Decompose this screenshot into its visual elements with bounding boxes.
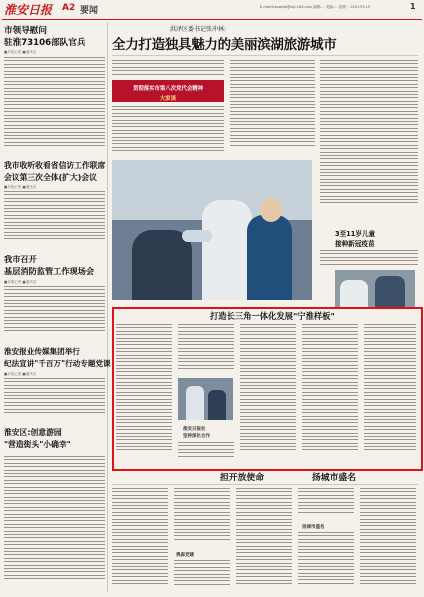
lead-intro xyxy=(112,60,224,78)
bottom-body-col2 xyxy=(174,488,230,546)
boxed-body-col3 xyxy=(240,324,296,462)
story1-body xyxy=(4,57,105,153)
bottom-headline-left[interactable]: 担开放使命 xyxy=(220,473,264,483)
story4-byline: ■本报记者 ■通讯员 xyxy=(4,372,37,376)
bottom-body-col4 xyxy=(298,488,354,520)
bottom-subhead-right: 扬城市盛名 xyxy=(302,525,325,530)
lead-headline[interactable]: 全力打造独具魅力的美丽滨湖旅游城市 xyxy=(112,37,337,53)
boxed-photo xyxy=(178,378,233,420)
story3-body xyxy=(4,286,105,338)
masthead-logo: 淮安日报 xyxy=(4,3,53,17)
story5-headline-line1[interactable]: 淮安区:创意游园 xyxy=(4,428,62,437)
lead-body-col1 xyxy=(112,106,224,156)
story2-byline: ■本报记者 ■通讯员 xyxy=(4,185,37,189)
bottom-body-col5 xyxy=(360,488,416,592)
story5-body xyxy=(4,456,105,592)
bottom-body-col3 xyxy=(236,488,292,592)
lead-body-col3 xyxy=(320,60,418,220)
story4-headline-line1[interactable]: 淮安报业传媒集团举行 xyxy=(4,347,80,356)
bottom-body-col2b xyxy=(174,560,230,592)
bottom-divider xyxy=(112,484,418,485)
story1-headline-line2[interactable]: 驻淮73106部队官兵 xyxy=(4,38,86,48)
banner-line2: 大家谈 xyxy=(159,96,177,102)
boxed-body-col2b xyxy=(178,442,234,462)
boxed-body-col4 xyxy=(302,324,358,462)
lead-kicker: 洪泽区委书记张冲林: xyxy=(170,26,227,33)
boxed-subhead-line2: 坚持深化合作 xyxy=(183,434,210,439)
bottom-body-col4b xyxy=(298,532,354,592)
boxed-story-title[interactable]: 打造长三角一体化发展"宁淮样板" xyxy=(210,311,335,321)
story2-headline-line2[interactable]: 会议第三次全体(扩大)会议 xyxy=(4,173,97,182)
banner-line1: 贯彻落实市第八次党代会精神 xyxy=(132,86,204,92)
lead-banner xyxy=(112,80,224,102)
boxed-body-col1 xyxy=(116,324,172,462)
vaccination-photo xyxy=(112,160,312,300)
boxed-body-col2 xyxy=(178,324,234,374)
story2-body xyxy=(4,191,105,246)
column-rule xyxy=(107,22,108,592)
story1-headline-line1[interactable]: 市领导慰问 xyxy=(4,26,47,36)
bottom-body-col1 xyxy=(112,488,168,592)
side-headline-line1[interactable]: 3至11岁儿童 xyxy=(335,230,376,238)
story5-headline-line2[interactable]: "营造街头"小确幸" xyxy=(4,440,71,449)
story3-byline: ■本报记者 ■通讯员 xyxy=(4,280,37,284)
section-code: A2 xyxy=(62,3,76,13)
story4-headline-line2[interactable]: 纪法宣讲"千百万"行动专题党课 xyxy=(4,359,111,368)
story3-headline-line2[interactable]: 基层消防监管工作现场会 xyxy=(4,266,95,276)
side-headline-line2[interactable]: 接种新冠疫苗 xyxy=(335,240,375,248)
top-rule xyxy=(2,19,422,20)
boxed-body-col5 xyxy=(364,324,416,462)
header-meta: E-mail:haxwbjb@vip.163.com 编辑:… 美编:… 星期一 2021年11月 xyxy=(260,5,371,9)
story1-byline: ■本报记者 ■通讯员 xyxy=(4,50,37,54)
lead-divider xyxy=(112,55,418,56)
story2-headline-line1[interactable]: 我市收听收看省信访工作联席 xyxy=(4,161,106,170)
side-body xyxy=(320,250,418,268)
story3-headline-line1[interactable]: 我市召开 xyxy=(4,254,37,264)
lead-body-col2 xyxy=(230,60,315,156)
side-photo xyxy=(335,270,415,312)
boxed-subhead-line1: 淮安日报社 xyxy=(183,427,206,432)
bottom-subhead-center: 奥森党建 xyxy=(176,553,194,558)
story4-body xyxy=(4,378,105,420)
bottom-headline-right[interactable]: 扬城市盛名 xyxy=(312,473,356,483)
page-number: 1 xyxy=(410,2,416,11)
section-name: 要闻 xyxy=(80,6,99,16)
